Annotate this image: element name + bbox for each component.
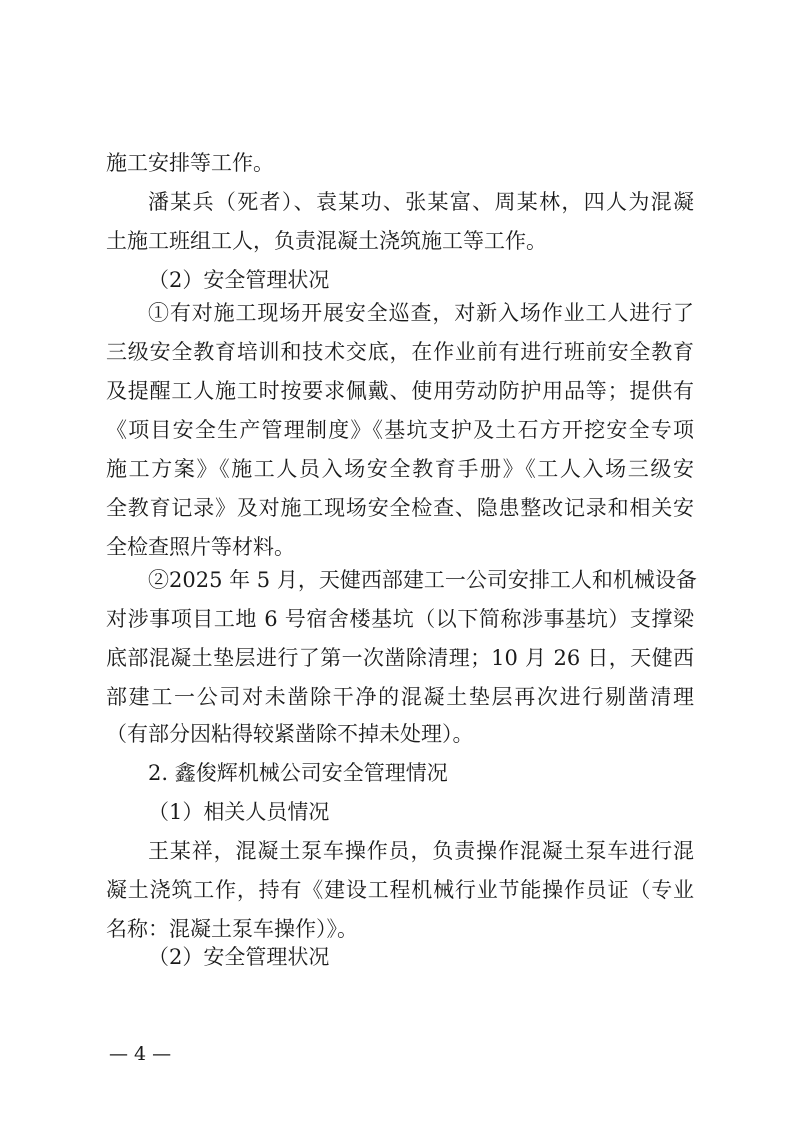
- section-heading: 2. 鑫俊辉机械公司安全管理情况: [148, 761, 448, 785]
- paragraph-line: （有部分因粘得较紧凿除不掉未处理）。: [106, 722, 474, 746]
- paragraph-line: 施工方案》《施工人员入场安全教育手册》《工人入场三级安: [106, 457, 694, 481]
- paragraph-line: 全检查照片等材料。: [106, 535, 295, 559]
- section-heading: （1）相关人员情况: [148, 800, 330, 824]
- paragraph-line: 名称：混凝土泵车操作）》。: [106, 917, 358, 941]
- paragraph-line: 施工安排等工作。: [106, 151, 274, 175]
- paragraph-line: 《项目安全生产管理制度》《基坑支护及土石方开挖安全专项: [106, 418, 694, 442]
- paragraph-line: 三级安全教育培训和技术交底，在作业前有进行班前安全教育: [106, 340, 694, 364]
- paragraph-line: 土施工班组工人，负责混凝土浇筑施工等工作。: [106, 229, 547, 253]
- section-heading: （2）安全管理状况: [148, 268, 330, 292]
- paragraph-line: ①有对施工现场开展安全巡查，对新入场作业工人进行了: [148, 301, 694, 325]
- paragraph-line: 对涉事项目工地 6 号宿舍楼基坑（以下简称涉事基坑）支撑梁: [106, 607, 694, 631]
- page-number: — 4 —: [109, 1043, 172, 1065]
- paragraph-line: 部建工一公司对未凿除干净的混凝土垫层再次进行剔凿清理: [106, 685, 694, 709]
- paragraph-line: 凝土浇筑工作，持有《建设工程机械行业节能操作员证（专业: [106, 878, 694, 902]
- paragraph-line: 底部混凝土垫层进行了第一次凿除清理；10 月 26 日，天健西: [106, 646, 694, 670]
- paragraph-line: ②2025 年 5 月，天健西部建工一公司安排工人和机械设备: [148, 568, 697, 592]
- paragraph-line: 潘某兵（死者）、袁某功、张某富、周某林，四人为混凝: [148, 190, 694, 214]
- paragraph-line: 王某祥，混凝土泵车操作员，负责操作混凝土泵车进行混: [148, 839, 694, 863]
- paragraph-line: 全教育记录》及对施工现场安全检查、隐患整改记录和相关安: [106, 496, 694, 520]
- section-heading: （2）安全管理状况: [148, 945, 330, 969]
- paragraph-line: 及提醒工人施工时按要求佩戴、使用劳动防护用品等；提供有: [106, 379, 694, 403]
